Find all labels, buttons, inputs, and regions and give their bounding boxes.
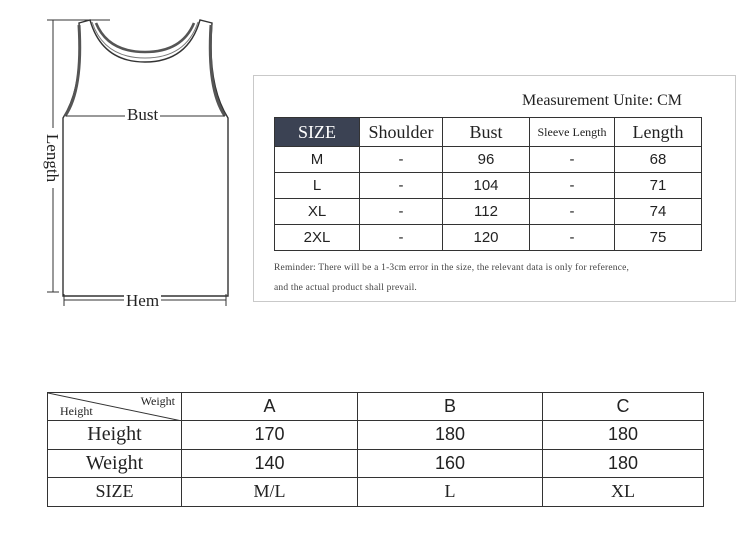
- length-cell: 74: [615, 199, 702, 225]
- bust-cell: 96: [443, 147, 530, 173]
- fit-cell: 180: [358, 421, 543, 450]
- length-cell: 75: [615, 225, 702, 251]
- header-shoulder: Shoulder: [360, 118, 443, 147]
- hem-label: Hem: [126, 291, 160, 310]
- reminder-text-line1: Reminder: There will be a 1-3cm error in the size, the relevant data is only for reference,: [274, 263, 630, 273]
- tank-top-diagram: [0, 0, 240, 320]
- bust-label: Bust: [127, 105, 159, 124]
- size-cell: L: [275, 173, 360, 199]
- bust-cell: 120: [443, 225, 530, 251]
- header-sleeve-length: Sleeve Length: [530, 118, 615, 147]
- shoulder-cell: -: [360, 225, 443, 251]
- size-table: [274, 117, 702, 251]
- bust-cell: 112: [443, 199, 530, 225]
- row-label-height: Height: [48, 421, 182, 450]
- fit-cell: 160: [358, 449, 543, 478]
- table-row: [48, 449, 704, 478]
- header-bust: Bust: [443, 118, 530, 147]
- fit-cell: 180: [543, 449, 704, 478]
- bust-cell: 104: [443, 173, 530, 199]
- corner-weight-label: Weight: [140, 394, 175, 408]
- fit-table-header: [48, 393, 704, 421]
- length-label: Length: [42, 128, 62, 188]
- column-b: B: [358, 393, 543, 421]
- sleeve-cell: -: [530, 147, 615, 173]
- column-c: C: [543, 393, 704, 421]
- length-cell: 71: [615, 173, 702, 199]
- table-row: [275, 199, 702, 225]
- sleeve-cell: -: [530, 225, 615, 251]
- shoulder-cell: -: [360, 173, 443, 199]
- reminder-text-line2: and the actual product shall prevail.: [274, 283, 417, 293]
- length-cell: 68: [615, 147, 702, 173]
- shoulder-cell: -: [360, 199, 443, 225]
- fit-cell: 180: [543, 421, 704, 450]
- table-row: [275, 225, 702, 251]
- sleeve-cell: -: [530, 199, 615, 225]
- fit-cell: 140: [182, 449, 358, 478]
- table-row: [275, 147, 702, 173]
- fit-cell: XL: [543, 478, 704, 507]
- header-length: Length: [615, 118, 702, 147]
- size-cell: M: [275, 147, 360, 173]
- corner-height-label: Height: [60, 404, 93, 418]
- sleeve-cell: -: [530, 173, 615, 199]
- unit-label: Measurement Unite: CM: [522, 92, 682, 109]
- size-cell: XL: [275, 199, 360, 225]
- fit-table: [47, 392, 704, 507]
- corner-cell: [48, 393, 182, 421]
- table-row: [275, 173, 702, 199]
- fit-cell: L: [358, 478, 543, 507]
- table-row: [48, 421, 704, 450]
- size-cell: 2XL: [275, 225, 360, 251]
- fit-cell: 170: [182, 421, 358, 450]
- fit-cell: M/L: [182, 478, 358, 507]
- table-row: [48, 478, 704, 507]
- size-table-header: [275, 118, 702, 147]
- row-label-weight: Weight: [48, 449, 182, 478]
- column-a: A: [182, 393, 358, 421]
- shoulder-cell: -: [360, 147, 443, 173]
- row-label-size: SIZE: [48, 478, 182, 507]
- header-size: SIZE: [275, 118, 360, 147]
